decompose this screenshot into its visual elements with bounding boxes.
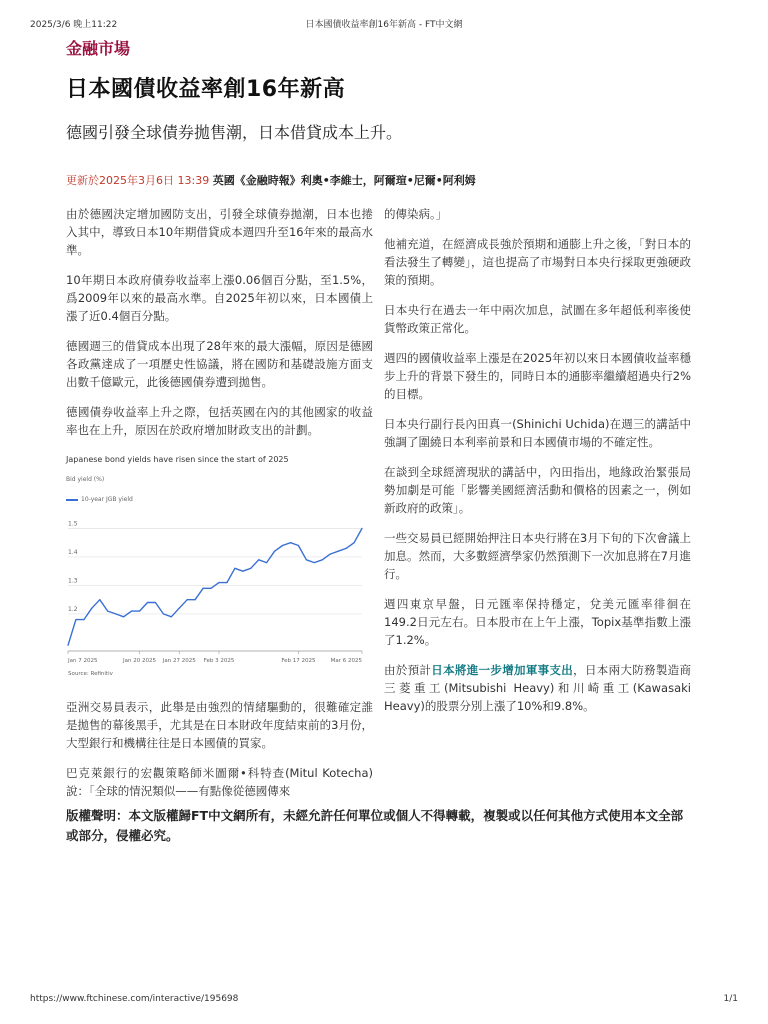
x-tick-label: Jan 27 2025 [162, 658, 196, 664]
data-point [139, 610, 140, 611]
data-point [83, 619, 84, 620]
article-paragraph: 10年期日本政府債券收益率上漲0.06個百分點，至1.5%，爲2009年以來的最高水準。自2025年初以來，日本國債上漲了近0.4個百分點。 [66, 273, 373, 323]
data-point [195, 599, 196, 600]
data-point [298, 545, 299, 546]
data-point [218, 582, 219, 583]
data-point [171, 616, 172, 617]
article-paragraph: 的傳染病。」 [384, 207, 448, 221]
article-column-left [66, 205, 373, 812]
data-point [258, 559, 259, 560]
x-tick-label: Jan 7 2025 [68, 658, 98, 664]
data-point [67, 645, 68, 646]
data-point [226, 582, 227, 583]
data-point [99, 599, 100, 600]
legend-swatch [66, 499, 78, 501]
chart-title: Japanese bond yields have risen since the start of 2025 [66, 455, 289, 464]
article-paragraph: 在談到全球經濟現狀的講話中，內田指出，地緣政治緊張局勢加劇是可能「影響美國經濟活動和價格的因素之一，例如新政府的政策」。 [384, 465, 691, 515]
data-point [202, 588, 203, 589]
chart-y-label: Bid yield (%) [66, 476, 105, 483]
print-title: 日本國債收益率創16年新高 - FT中文網 [305, 20, 463, 30]
article-column-right [384, 205, 691, 727]
data-point [75, 619, 76, 620]
series-line-jgb-10y [68, 528, 362, 645]
data-point [306, 559, 307, 560]
article-paragraph: 日本央行副行長內田真一(Shinichi Uchida)在週三的講話中強調了圍繞日本利率前景和日本國債市場的不確定性。 [384, 417, 691, 449]
article-paragraph: 一些交易員已經開始押注日本央行將在3月下旬的下次會議上加息。然而，大多數經濟學家仍然預測下一次加息將在7月進行。 [384, 531, 691, 581]
article-paragraph: 巴克萊銀行的宏觀策略師米圖爾•科特查(Mitul Kotecha)說：「全球的情況類似——有點像從德國傳來 [66, 766, 373, 798]
data-point [179, 608, 180, 609]
copyright-notice: 版權聲明：本文版權歸FT中文網所有，未經允許任何單位或個人不得轉載，複製或以任何其他方式使用本文全部或部分，侵權必究。 [66, 808, 684, 843]
byline [66, 172, 476, 188]
byline-authors: 英國《金融時報》利奧•李維士，阿爾瑄•尼爾•阿利姆 [212, 174, 476, 187]
chart-legend [66, 491, 373, 509]
defense-spending-link[interactable]: 日本將進一步增加軍事支出 [431, 663, 574, 677]
legend-label: 10-year JGB yield [81, 496, 133, 503]
article-paragraph: 德國債券收益率上升之際，包括英國在內的其他國家的收益率也在上升，原因在於政府增加財政支出的計劃。 [66, 405, 373, 437]
x-tick-label: Jan 20 2025 [123, 658, 157, 664]
x-tick-label: Feb 3 2025 [203, 658, 235, 664]
paragraph-text: 由於預計 [384, 663, 432, 677]
data-point [147, 602, 148, 603]
article-paragraph: 週四東京早盤，日元匯率保持穩定，兌美元匯率徘徊在149.2日元左右。日本股市在上午上漲，Topix基準指數上漲了1.2%。 [384, 597, 691, 647]
data-point [123, 616, 124, 617]
standfirst: 德國引發全球債券拋售潮，日本借貸成本上升。 [66, 123, 403, 142]
data-point [131, 610, 132, 611]
data-point [250, 568, 251, 569]
page-number: 1/1 [723, 994, 738, 1004]
section-label[interactable]: 金融市場 [66, 39, 131, 58]
data-point [155, 602, 156, 603]
y-tick-label: 1.5 [68, 520, 78, 528]
article-paragraph: 由於德國決定增加國防支出，引發全球債券拋潮，日本也捲入其中，導致日本10年期借貸成本週四升至16年來的最高水準。 [66, 207, 373, 257]
y-tick-label: 1.3 [68, 577, 78, 585]
article-paragraph: 亞洲交易員表示，此舉是由強烈的情緒驅動的，很難確定誰是拋售的幕後黑手，尤其是在日本財政年度結束前的3月份，大型銀行和機構往往是日本國債的買家。 [66, 700, 373, 750]
data-point [338, 551, 339, 552]
data-point [330, 553, 331, 554]
y-tick-label: 1.4 [68, 548, 78, 556]
headline: 日本國債收益率創16年新高 [66, 77, 346, 102]
data-point [91, 608, 92, 609]
data-point [290, 542, 291, 543]
data-point [163, 613, 164, 614]
updated-timestamp: 更新於2025年3月6日 13:39 [66, 174, 210, 187]
data-point [353, 542, 354, 543]
article-paragraph: 日本央行在過去一年中兩次加息，試圖在多年超低利率後使貨幣政策正常化。 [384, 303, 691, 335]
chart-source: Source: Refinitiv [68, 671, 113, 677]
data-point [274, 551, 275, 552]
data-point [346, 548, 347, 549]
x-tick-label: Feb 17 2025 [281, 658, 316, 664]
data-point [361, 528, 362, 529]
data-point [314, 562, 315, 563]
data-point [266, 562, 267, 563]
y-tick-label: 1.2 [68, 605, 78, 613]
paragraph-text: ，日本兩大防務製造商三菱重工(Mitsubishi Heavy)和川崎重工(Kawasaki Heavy)的股票分別上漲了10%和9.8%。 [384, 663, 692, 713]
article-paragraph: 德國週三的借貸成本出現了28年來的最大漲幅，原因是德國各政黨達成了一項歷史性協議，將在國防和基礎設施方面支出數千億歐元，此後德國債券遭到拋售。 [66, 339, 373, 389]
data-point [115, 613, 116, 614]
article-paragraph: 他補充道，在經濟成長強於預期和通膨上升之後，「對日本的看法發生了轉變」，這也提高了市場對日本央行採取更強硬政策的預期。 [384, 237, 691, 287]
data-point [210, 588, 211, 589]
data-point [234, 568, 235, 569]
data-point [282, 545, 283, 546]
data-point [107, 610, 108, 611]
data-point [322, 559, 323, 560]
data-point [187, 599, 188, 600]
chart-plot [66, 511, 366, 686]
article-paragraph: 週四的國債收益率上漲是在2025年初以來日本國債收益率穩步上升的背景下發生的，同時日本的通膨率繼續超過央行2%的目標。 [384, 351, 691, 401]
yield-chart [66, 451, 373, 686]
data-point [242, 571, 243, 572]
x-tick-label: Mar 6 2025 [330, 658, 362, 664]
print-date: 2025/3/6 晚上11:22 [30, 20, 118, 30]
print-header [30, 17, 738, 31]
page-url: https://www.ftchinese.com/interactive/195698 [30, 994, 239, 1004]
article-paragraph-with-link [384, 661, 691, 715]
